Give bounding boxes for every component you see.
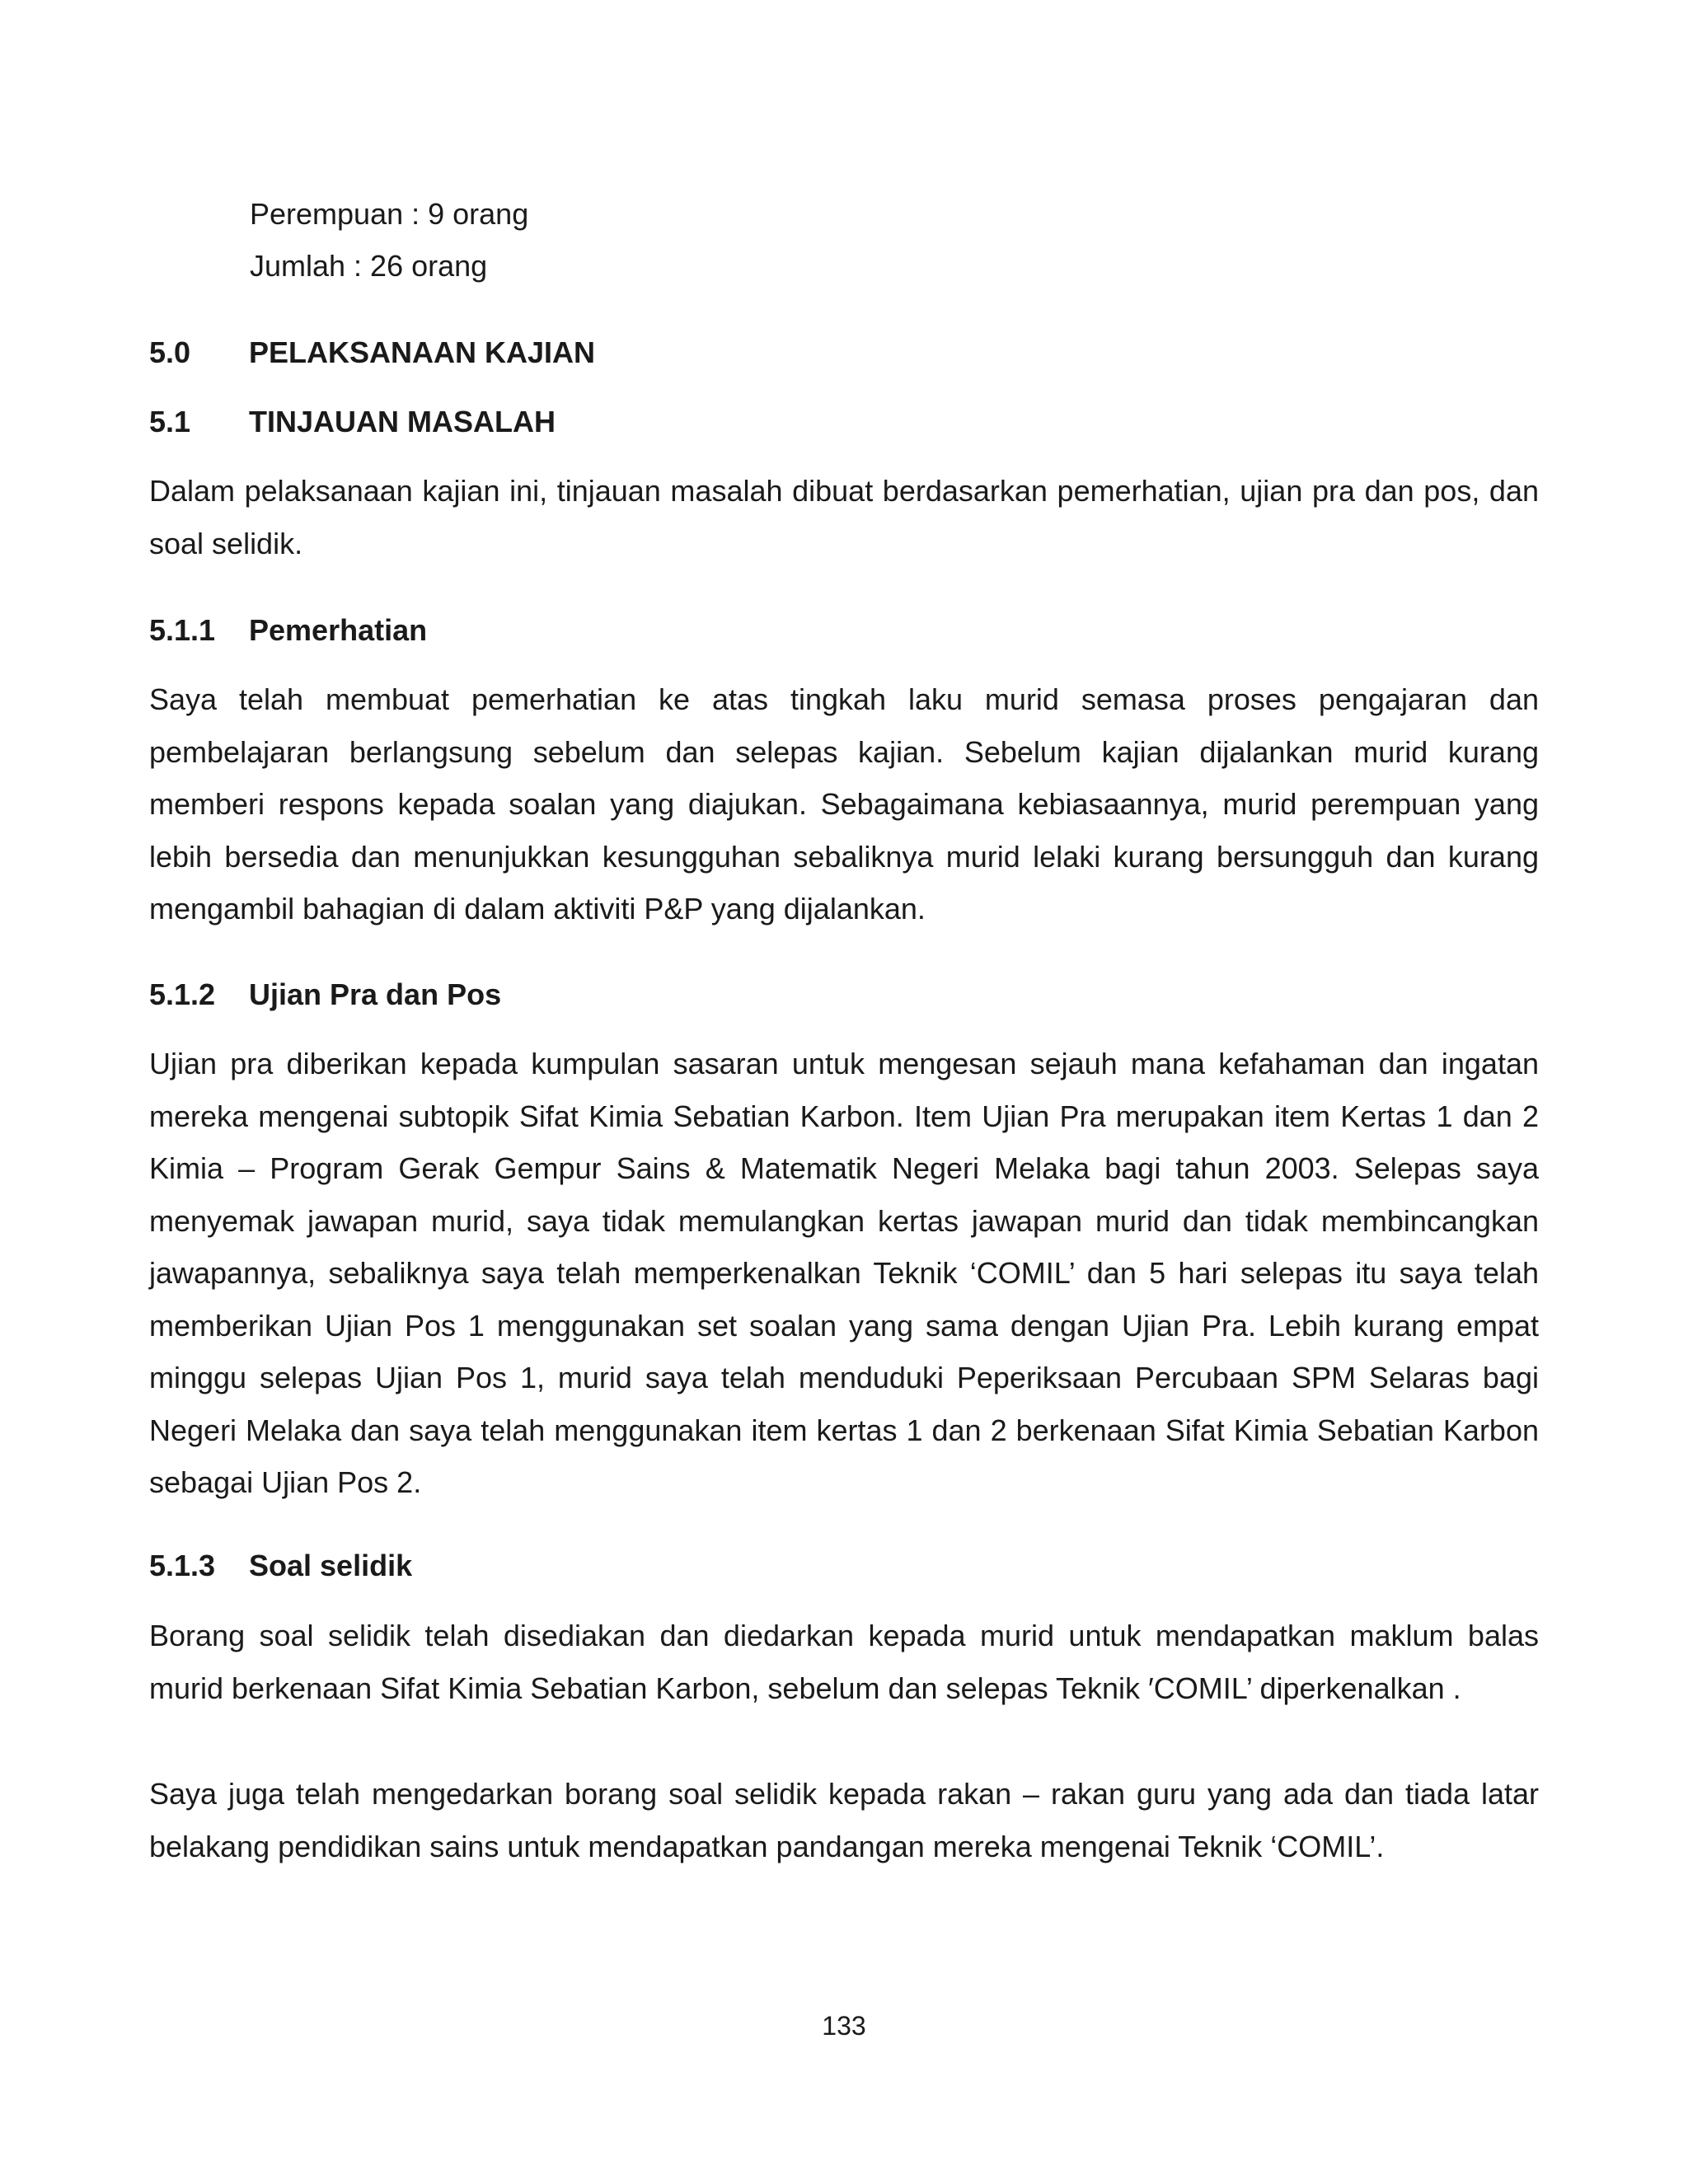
section-number: 5.1.3 (149, 1549, 216, 1582)
section-heading-5-0 (149, 335, 595, 371)
participants-total: Jumlah : 26 orang (250, 249, 488, 283)
paragraph-pemerhatian: Saya telah membuat pemerhatian ke atas tingkah laku murid semasa proses pengajaran dan pembelajaran berlangsung sebelum dan selepas kajian. Sebelum kajian dijalankan murid kurang memberi respons kepada soalan yang diajukan. Sebagaimana kebiasaannya, murid perempuan yang lebih bersedia dan menunjukkan kesungguhan sebaliknya murid lelaki kurang bersungguh dan kurang mengambil bahagian di dalam aktiviti P&P yang dijalankan. (149, 682, 1539, 926)
section-title: Ujian Pra dan Pos (249, 977, 502, 1011)
section-number: 5.0 (149, 335, 191, 369)
paragraph-ujian-pra-pos: Ujian pra diberikan kepada kumpulan sasaran untuk mengesan sejauh mana kefahaman dan ingatan mereka mengenai subtopik Sifat Kimia Sebatian Karbon. Item Ujian Pra merupakan item Kertas 1 dan 2 Kimia – Program Gerak Gempur Sains & Matematik Negeri Melaka bagi tahun 2003. Selepas saya menyemak jawapan murid, saya tidak memulangkan kertas jawapan murid dan tidak membincangkan jawapannya, sebaliknya saya telah memperkenalkan Teknik ‘COMIL’ dan 5 hari selepas itu saya telah memberikan Ujian Pos 1 menggunakan set soalan yang sama dengan Ujian Pra. Lebih kurang empat minggu selepas Ujian Pos 1, murid saya telah menduduki Peperiksaan Percubaan SPM Selaras bagi Negeri Melaka dan saya telah menggunakan item kertas 1 dan 2 berkenaan Sifat Kimia Sebatian Karbon sebagai Ujian Pos 2. (149, 1047, 1539, 1499)
section-number: 5.1.2 (149, 977, 216, 1011)
section-heading-5-1-1 (149, 612, 427, 649)
section-heading-5-1 (149, 404, 556, 440)
paragraph-soal-selidik-1: Borang soal selidik telah disediakan dan diedarkan kepada murid untuk mendapatkan maklum balas murid berkenaan Sifat Kimia Sebatian Karbon, sebelum dan selepas Teknik ′COMIL’ diperkenalkan . (149, 1619, 1539, 1705)
section-title: TINJAUAN MASALAH (249, 405, 556, 438)
section-title: Soal selidik (249, 1549, 413, 1582)
section-title: Pemerhatian (249, 613, 428, 647)
paragraph-soal-selidik-2: Saya juga telah mengedarkan borang soal selidik kepada rakan – rakan guru yang ada dan tiada latar belakang pendidikan sains untuk mendapatkan pandangan mereka mengenai Teknik ‘COMIL’. (149, 1777, 1539, 1863)
paragraph-tinjauan-masalah: Dalam pelaksanaan kajian ini, tinjauan masalah dibuat berdasarkan pemerhatian, ujian pra dan pos, dan soal selidik. (149, 474, 1539, 560)
section-number: 5.1 (149, 405, 191, 438)
section-heading-5-1-3 (149, 1548, 412, 1584)
section-title: PELAKSANAAN KAJIAN (249, 335, 596, 369)
page-number: 133 (822, 2011, 866, 2041)
participants-female: Perempuan : 9 orang (250, 197, 529, 231)
section-heading-5-1-2 (149, 977, 501, 1013)
section-number: 5.1.1 (149, 613, 216, 647)
